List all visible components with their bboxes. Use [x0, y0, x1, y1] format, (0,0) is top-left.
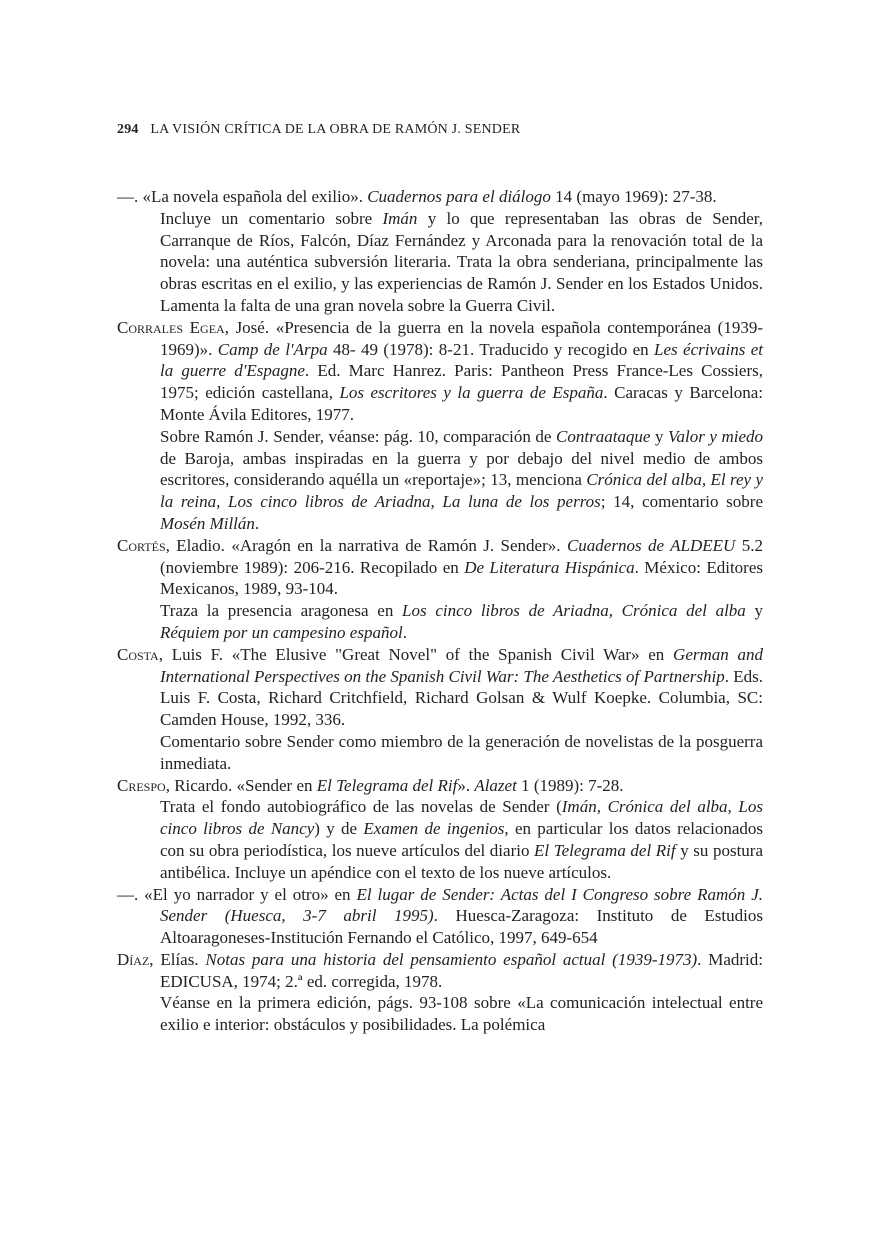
bibliography-list — [117, 186, 763, 1036]
italic-title: El Telegrama del Rif — [534, 840, 676, 860]
italic-title: Camp de l'Arpa — [217, 339, 328, 359]
running-header — [117, 122, 777, 138]
italic-title: Mosén Millán — [160, 513, 255, 533]
entry-citation — [117, 775, 763, 797]
running-title: LA VISIÓN CRÍTICA DE LA OBRA DE RAMÓN J. SENDER — [150, 122, 521, 137]
author-surname: Costa — [117, 644, 159, 664]
entry-annotation — [117, 731, 763, 775]
text-segment: Trata el fondo autobiográfico de las novelas de Sender ( — [160, 797, 562, 817]
author-surname: Crespo — [117, 775, 166, 795]
italic-title: De Literatura Hispánica — [464, 557, 635, 577]
bibliography-entry — [117, 317, 763, 535]
text-segment: de Baroja, ambas inspiradas en la guerra y por debajo del nivel medio de ambos escritores, considerando aquélla un «reportaje»; 13, menciona — [160, 448, 763, 490]
text-segment: Véanse en la primera edición, págs. 93-108 sobre «La comunicación intelectual entre exilio e interior: obstáculos y posibilidades. La polémica — [160, 993, 763, 1035]
entry-citation — [117, 186, 763, 208]
italic-title: Notas para una historia del pensamiento español actual (1939-1973) — [205, 949, 698, 969]
italic-title: Los cinco libros de Ariadna, Crónica del alba — [402, 601, 746, 621]
text-segment: y — [745, 601, 764, 621]
text-segment: , en particular los datos relacionados con su obra periodística, los nueve artículos del diario — [160, 819, 763, 860]
text-segment: 48- 49 (1978): 8-21. Traducido y recogido en — [327, 339, 655, 359]
entry-citation — [117, 644, 763, 731]
italic-title: El lugar de Sender: Actas del I Congreso sobre Ramón J. Sender (Huesca, 3-7 abril 1995) — [160, 884, 763, 926]
text-segment: . Eds. Luis F. Costa, Richard Critchfield, Richard Golsan & Wulf Koepke. Columbia, SC: Camden House, 1992, 336. — [160, 666, 764, 730]
text-segment: Traza la presencia aragonesa en — [160, 601, 403, 621]
italic-title: Cuadernos para el diálogo — [367, 187, 551, 206]
italic-title: Réquiem por un campesino español — [160, 622, 403, 642]
text-segment: . — [254, 513, 260, 533]
entry-annotation — [117, 796, 763, 883]
author-surname: Díaz — [117, 949, 150, 969]
italic-title: Imán — [382, 208, 418, 228]
italic-title: Valor y miedo — [668, 426, 764, 446]
text-segment: —. «El yo narrador y el otro» en — [117, 884, 357, 904]
text-segment: —. «La novela española del exilio». — [117, 187, 368, 206]
entry-citation — [117, 535, 763, 600]
bibliography-entry — [117, 644, 763, 775]
bibliography-entry — [117, 775, 763, 884]
italic-title: Examen de ingenios — [363, 819, 505, 839]
bibliography-entry — [117, 186, 763, 317]
entry-citation — [117, 884, 763, 949]
text-segment: . Ed. Marc Hanrez. Paris: Pantheon Press France-Les Cossiers, 1975; edición castellana, — [160, 361, 763, 403]
text-segment: 5.2 (noviembre 1989): 206-216. Recopilado en — [160, 535, 764, 577]
text-segment: Incluye un comentario sobre — [160, 208, 383, 228]
page-number: 294 — [117, 122, 139, 137]
text-segment: 14 (mayo 1969): 27-38. — [550, 187, 717, 206]
italic-title: Alazet — [474, 775, 517, 795]
text-segment: . Madrid: EDICUSA, 1974; 2.ª ed. corregida, 1978. — [160, 949, 763, 991]
author-surname: Cortés — [117, 535, 166, 555]
italic-title: German and International Perspectives on the Spanish Civil War: The Aesthetics of Partnership — [160, 644, 763, 686]
entry-citation — [117, 317, 763, 426]
text-segment: , Elías. — [149, 949, 206, 969]
entry-annotation — [117, 992, 763, 1036]
text-segment: y lo que representaban las obras de Sender, Carranque de Ríos, Falcón, Díaz Fernández y Arconada para la renovación total de la novela: una auténtica subversión literaria. Trata la obra senderiana, principalmente las obras escritas en el exilio, y las experiencias de Ramón J. Sender en los Estados Unidos. Lamenta la falta de una gran novela sobre la Guerra Civil. — [160, 208, 764, 315]
bibliography-entry — [117, 535, 763, 644]
text-segment: Sobre Ramón J. Sender, véanse: pág. 10, comparación de — [160, 426, 557, 446]
entry-annotation — [117, 600, 763, 644]
text-segment: y — [650, 426, 669, 446]
italic-title: Contraataque — [556, 426, 651, 446]
text-segment: . México: Editores Mexicanos, 1989, 93-104. — [160, 557, 764, 599]
italic-title: Les écrivains et la guerre d'Espagne — [160, 339, 763, 381]
italic-title: Cuadernos de ALDEEU — [566, 535, 736, 555]
text-segment: Comentario sobre Sender como miembro de la generación de novelistas de la posguerra inmediata. — [160, 731, 763, 773]
text-segment: , Ricardo. «Sender en — [165, 775, 317, 795]
text-segment: , Luis F. «The Elusive "Great Novel" of the Spanish Civil War» en — [158, 644, 674, 664]
text-segment: , Eladio. «Aragón en la narrativa de Ramón J. Sender». — [165, 535, 567, 555]
text-segment: ». — [457, 775, 475, 795]
author-surname: Corrales Egea — [117, 317, 225, 337]
bibliography-entry — [117, 884, 763, 949]
italic-title: El Telegrama del Rif — [316, 775, 458, 795]
text-segment: y su postura antibélica. Incluye un apéndice con el texto de los nueve artículos. — [160, 840, 764, 882]
bibliography-entry — [117, 949, 763, 1036]
entry-annotation — [117, 208, 763, 317]
text-segment: ) y de — [314, 819, 364, 839]
text-segment: . Huesca-Zaragoza: Instituto de Estudios Altoaragoneses-Institución Fernando el Católico, 1997, 649-654 — [160, 906, 763, 948]
text-segment: , José. «Presencia de la guerra en la novela española contemporánea (1939-1969)». — [160, 317, 763, 359]
text-segment: ; 14, comentario sobre — [600, 492, 763, 512]
text-segment: . Caracas y Barcelona: Monte Ávila Editores, 1977. — [160, 383, 763, 424]
italic-title: Imán, Crónica del alba, Los cinco libros de Nancy — [160, 797, 763, 839]
italic-title: Los escritores y la guerra de España — [339, 383, 604, 403]
italic-title: Crónica del alba, El rey y la reina, Los cinco libros de Ariadna, La luna de los perros — [160, 470, 763, 512]
entry-citation — [117, 949, 763, 993]
text-segment: . — [402, 622, 407, 642]
text-segment: 1 (1989): 7-28. — [516, 775, 624, 795]
entry-annotation — [117, 426, 763, 535]
